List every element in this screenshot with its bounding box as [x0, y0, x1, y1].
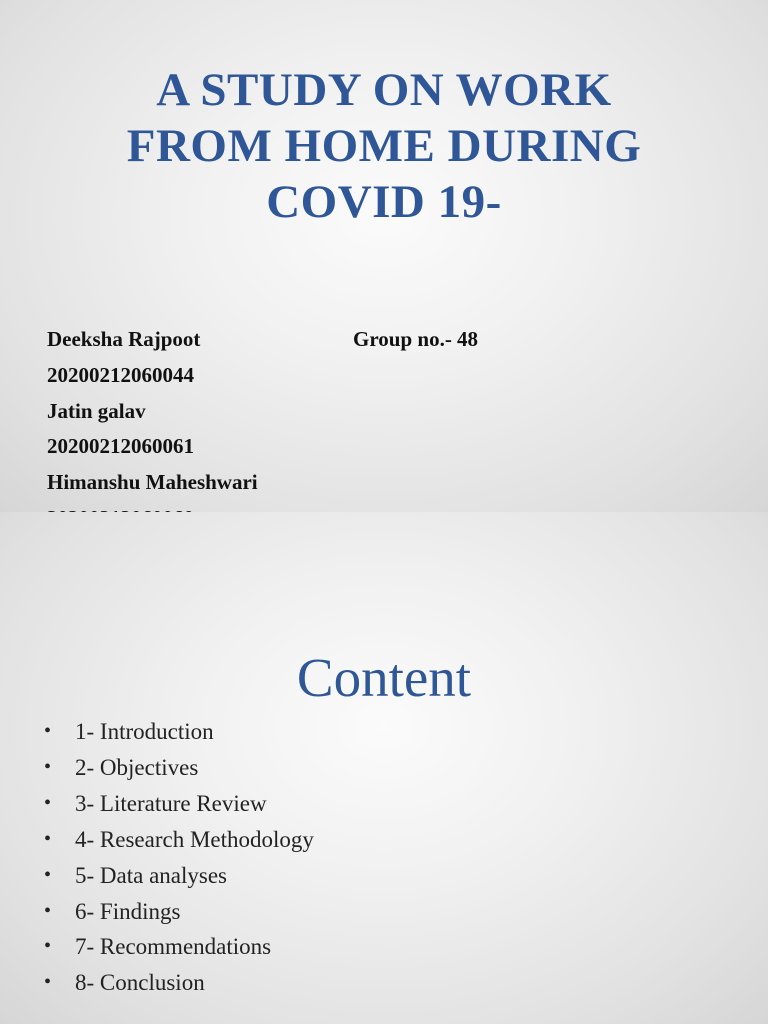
bullet-icon: • [44, 720, 52, 742]
title-line-2: FROM HOME DURING [126, 120, 642, 172]
member-name-2: Jatin galav [47, 398, 146, 423]
member-roll-2: 20200212060061 [47, 434, 194, 459]
list-item-text: 7- Recommendations [75, 934, 272, 960]
list-item [44, 965, 314, 1001]
title-line-1: A STUDY ON WORK [156, 64, 612, 116]
list-item [44, 858, 314, 894]
bullet-icon: • [44, 755, 52, 778]
list-item-text: 5- Data analyses [75, 862, 227, 888]
list-item [44, 786, 314, 822]
presentation-title [40, 62, 728, 230]
bullet-icon: • [44, 899, 52, 922]
member-name-3: Himanshu Maheshwari [47, 470, 258, 495]
list-item-text: 6- Findings [75, 898, 181, 924]
group-number: Group no.- 48 [353, 327, 479, 351]
list-item [44, 750, 314, 786]
list-item [44, 929, 314, 965]
bullet-icon: • [44, 935, 52, 958]
list-item-text: 2- Objectives [75, 754, 199, 780]
list-item-text: 8- Conclusion [75, 970, 205, 996]
title-line-3: COVID 19- [266, 176, 502, 228]
list-item [44, 714, 314, 750]
bullet-icon: • [44, 791, 52, 814]
list-item [44, 894, 314, 930]
list-item-text: 3- Literature Review [75, 790, 267, 816]
list-item [44, 822, 314, 858]
content-list [44, 714, 314, 1001]
member-name-1: Deeksha Rajpoot [47, 327, 201, 351]
list-item-text: 4- Research Methodology [75, 826, 314, 852]
bullet-icon: • [44, 863, 52, 886]
bullet-icon: • [44, 827, 52, 850]
content-slide [0, 512, 768, 1024]
content-title: Content [296, 647, 472, 708]
list-item-text: 1- Introduction [75, 719, 214, 744]
bullet-icon: • [44, 971, 52, 994]
member-roll-1: 20200212060044 [47, 362, 194, 387]
